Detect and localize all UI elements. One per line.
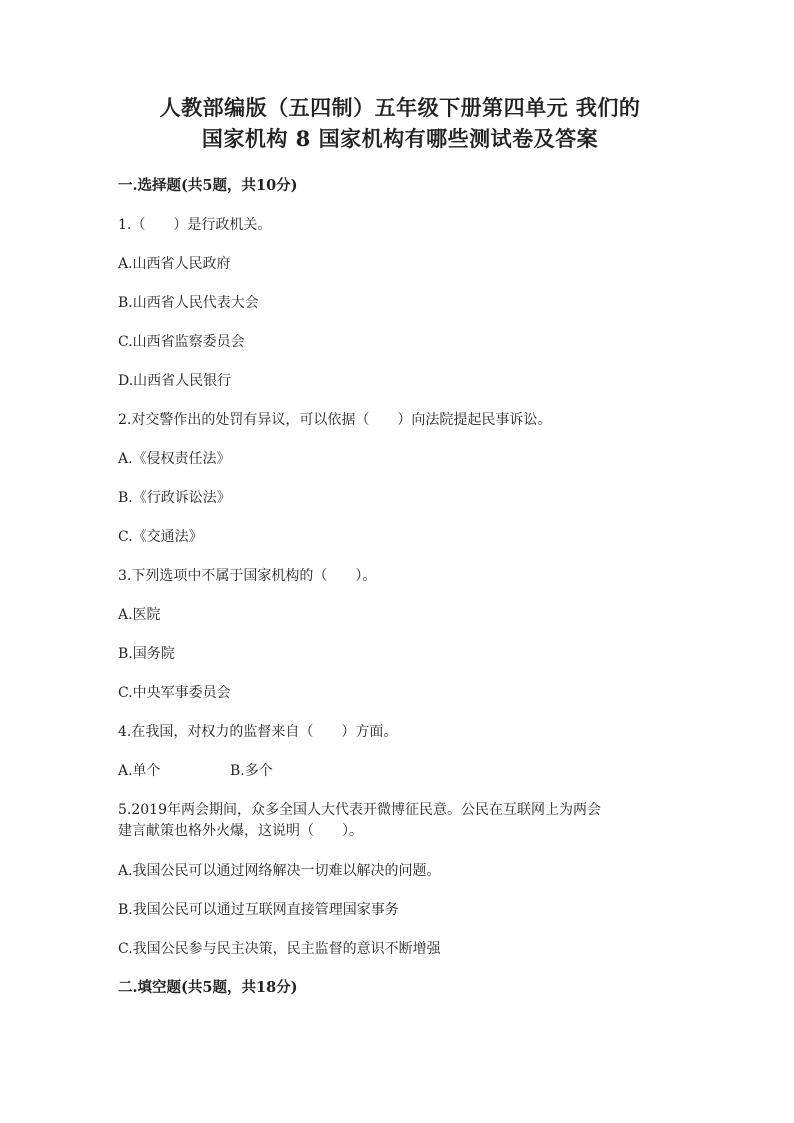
question-3 [118, 566, 682, 703]
question-5 [118, 800, 682, 959]
question-4 [118, 722, 682, 781]
option-d: D.山西省人民银行 [118, 373, 232, 389]
option-c: C.山西省监察委员会 [118, 334, 245, 350]
option-row [118, 761, 682, 781]
section-heading-fill-in-blank: 二.填空题(共5题，共18分) [118, 979, 298, 996]
option-c: C.《交通法》 [118, 529, 203, 545]
option-b: B.多个 [230, 763, 273, 779]
question-stem: 4.在我国，对权力的监督来自（ ）方面。 [118, 724, 398, 740]
option-c: C.我国公民参与民主决策，民主监督的意识不断增强 [118, 941, 441, 957]
document-title [118, 92, 682, 154]
option-b: B.我国公民可以通过互联网直接管理国家事务 [118, 902, 399, 918]
question-stem-line-1: 5.2019年两会期间，众多全国人大代表开微博征民意。公民在互联网上为两会 [118, 802, 601, 818]
section-heading-multiple-choice: 一.选择题(共5题，共10分) [118, 177, 298, 194]
option-a: A.《侵权责任法》 [118, 451, 231, 467]
question-stem: 3.下列选项中不属于国家机构的（ ）。 [118, 568, 377, 584]
option-a: A.山西省人民政府 [118, 256, 231, 272]
option-c: C.中央军事委员会 [118, 685, 231, 701]
question-stem: 2.对交警作出的处罚有异议，可以依据（ ）向法院提起民事诉讼。 [118, 412, 552, 428]
option-b: B.山西省人民代表大会 [118, 295, 259, 311]
title-line-1: 人教部编版（五四制）五年级下册第四单元 我们的 [159, 95, 641, 120]
option-b: B.国务院 [118, 646, 175, 662]
option-a: A.医院 [118, 607, 161, 623]
question-2 [118, 410, 682, 547]
question-stem [118, 800, 682, 842]
option-a: A.单个 [118, 763, 161, 779]
question-stem-line-2: 建言献策也格外火爆，这说明（ ）。 [118, 823, 363, 839]
title-line-2: 国家机构 8 国家机构有哪些测试卷及答案 [201, 126, 599, 151]
option-b: B.《行政诉讼法》 [118, 490, 231, 506]
option-a: A.我国公民可以通过网络解决一切难以解决的问题。 [118, 863, 441, 879]
question-stem: 1.（ ）是行政机关。 [118, 217, 272, 233]
question-1 [118, 215, 682, 391]
